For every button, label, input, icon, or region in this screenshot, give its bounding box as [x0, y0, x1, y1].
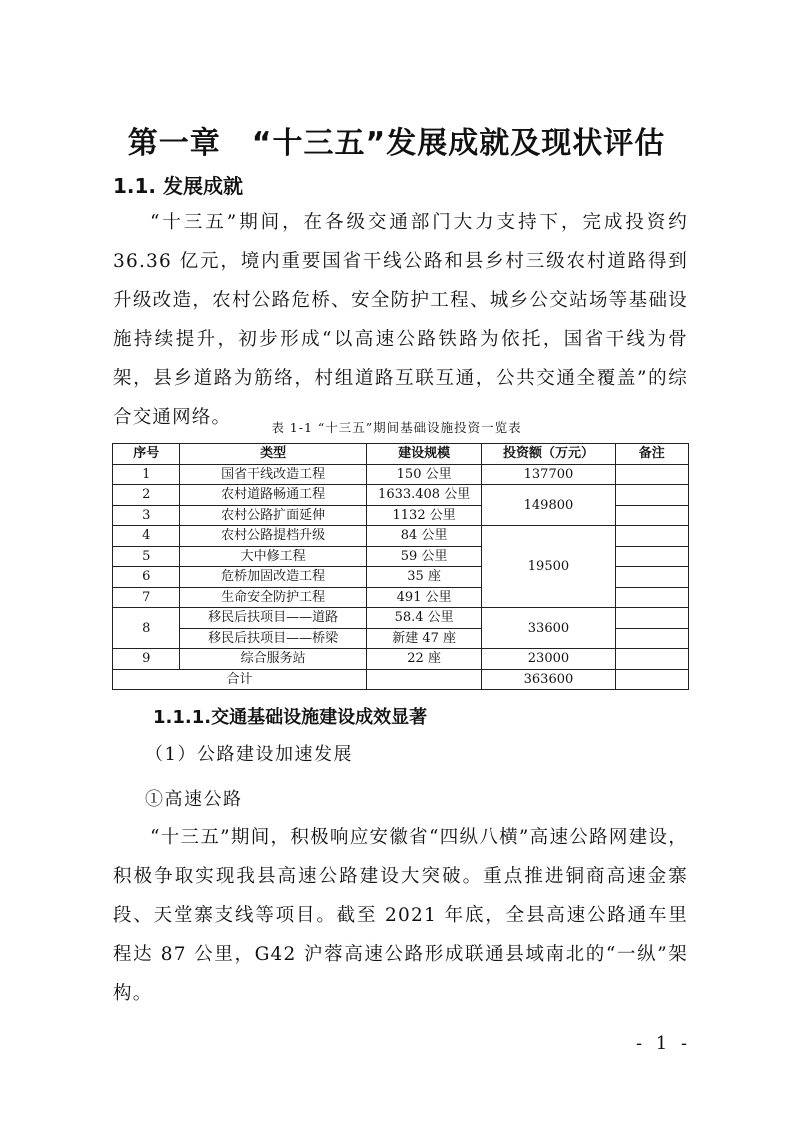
- cell-type: 综合服务站: [180, 649, 366, 670]
- cell-scale: 491 公里: [366, 587, 481, 608]
- table-row: [113, 649, 689, 670]
- total-scale: [366, 669, 481, 690]
- table-row: [113, 608, 689, 629]
- header-note: 备注: [615, 444, 688, 465]
- cell-investment: 23000: [482, 649, 615, 670]
- cell-investment: 33600: [482, 608, 615, 649]
- cell-note: [615, 608, 688, 629]
- cell-type: 危桥加固改造工程: [180, 567, 366, 588]
- table-row: [113, 464, 689, 485]
- cell-type: 农村公路提档升级: [180, 526, 366, 547]
- cell-scale: 84 公里: [366, 526, 481, 547]
- cell-scale: 59 公里: [366, 546, 481, 567]
- cell-no: 2: [113, 485, 180, 506]
- cell-no: 1: [113, 464, 180, 485]
- page-number: - 1 -: [636, 1033, 692, 1054]
- cell-note: [615, 649, 688, 670]
- cell-no: 5: [113, 546, 180, 567]
- item-expressway: ①高速公路: [145, 789, 243, 810]
- cell-note: [615, 587, 688, 608]
- cell-note: [615, 485, 688, 506]
- cell-note: [615, 546, 688, 567]
- cell-note: [615, 464, 688, 485]
- header-type: 类型: [180, 444, 366, 465]
- cell-scale: 22 座: [366, 649, 481, 670]
- cell-note: [615, 505, 688, 526]
- paragraph-development: “十三五”期间，在各级交通部门大力支持下，完成投资约 36.36 亿元，境内重要国省干线公路和县乡村三级农村道路得到升级改造，农村公路危桥、安全防护工程、城乡公交站场等基础设施持续提升，初步形成“以高速公路铁路为依托，国省干线为骨架，县乡道路为筋络，村组道路互联互通，公共交通全覆盖”的综合交通网络。: [113, 212, 688, 428]
- investment-table: [112, 443, 689, 690]
- header-scale: 建设规模: [366, 444, 481, 465]
- cell-scale: 35 座: [366, 567, 481, 588]
- table-header-row: [113, 444, 689, 465]
- cell-scale: 新建 47 座: [366, 628, 481, 649]
- cell-type: 移民后扶项目——桥梁: [180, 628, 366, 649]
- cell-investment: 19500: [482, 526, 615, 608]
- cell-type: 农村公路扩面延伸: [180, 505, 366, 526]
- cell-investment: 137700: [482, 464, 615, 485]
- table-row: [113, 526, 689, 547]
- cell-note: [615, 526, 688, 547]
- cell-no: 8: [113, 608, 180, 649]
- cell-scale: 1633.408 公里: [366, 485, 481, 506]
- chapter-title: 第一章 “十三五”发展成就及现状评估: [127, 126, 666, 161]
- cell-scale: 58.4 公里: [366, 608, 481, 629]
- cell-scale: 1132 公里: [366, 505, 481, 526]
- cell-type: 农村道路畅通工程: [180, 485, 366, 506]
- cell-no: 6: [113, 567, 180, 588]
- subsection-title: 1.1.1.交通基础设施建设成效显著: [153, 707, 428, 728]
- cell-note: [615, 628, 688, 649]
- cell-type: 大中修工程: [180, 546, 366, 567]
- table-row: [113, 485, 689, 506]
- table-total-row: [113, 669, 689, 690]
- cell-no: 7: [113, 587, 180, 608]
- cell-type: 国省干线改造工程: [180, 464, 366, 485]
- table-caption: 表 1-1 “十三五”期间基础设施投资一览表: [271, 420, 522, 435]
- cell-type: 生命安全防护工程: [180, 587, 366, 608]
- cell-type: 移民后扶项目——道路: [180, 608, 366, 629]
- section-title: 1.1. 发展成就: [113, 174, 243, 198]
- cell-investment: 149800: [482, 485, 615, 526]
- header-investment: 投资额（万元）: [482, 444, 615, 465]
- total-label: 合计: [113, 669, 367, 690]
- cell-note: [615, 567, 688, 588]
- paragraph-expressway: “十三五”期间，积极响应安徽省“四纵八横”高速公路网建设，积极争取实现我县高速公路建设大突破。重点推进铜商高速金寨段、天堂寨支线等项目。截至 2021 年底，全县高速公路通车里程达 87 公里，G42 沪蓉高速公路形成联通县域南北的“一纵”架构。: [113, 827, 688, 1004]
- cell-no: 9: [113, 649, 180, 670]
- cell-no: 4: [113, 526, 180, 547]
- header-no: 序号: [113, 444, 180, 465]
- cell-no: 3: [113, 505, 180, 526]
- total-investment: 363600: [482, 669, 615, 690]
- cell-scale: 150 公里: [366, 464, 481, 485]
- item-road-construction: （1）公路建设加速发展: [145, 744, 353, 765]
- total-note: [615, 669, 688, 690]
